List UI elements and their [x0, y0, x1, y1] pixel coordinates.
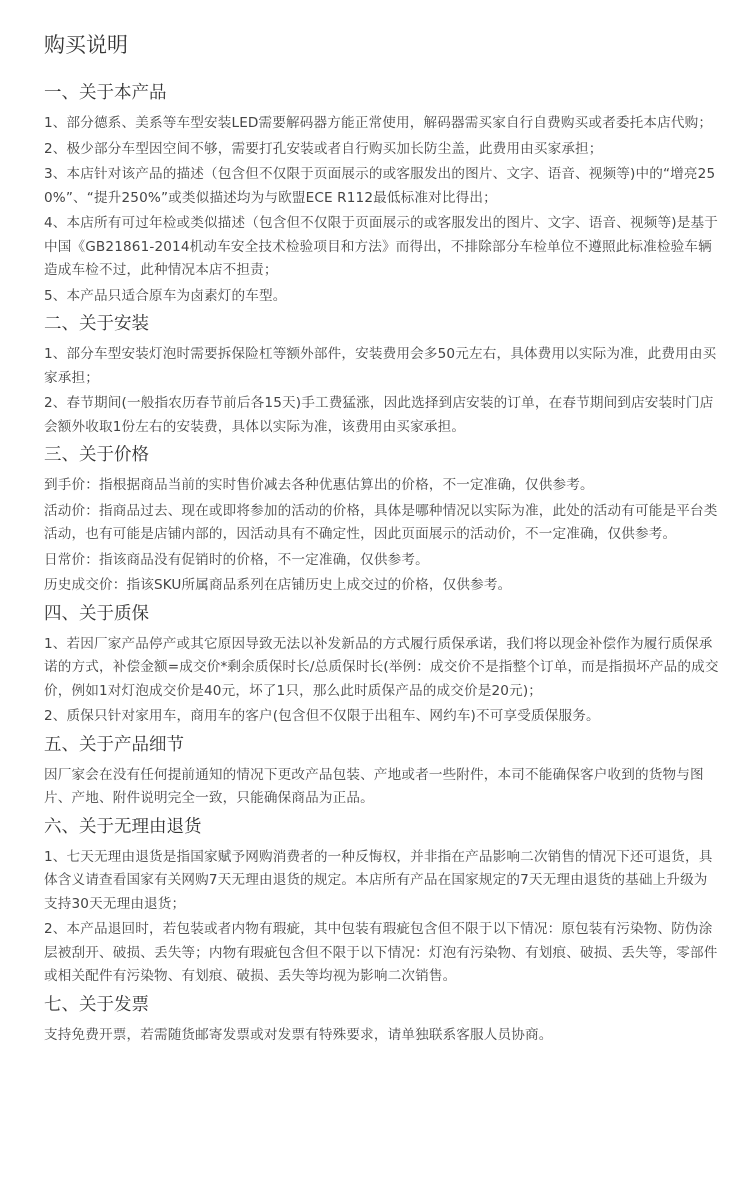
paragraph: 1、部分车型安装灯泡时需要拆保险杠等额外部件，安装费用会多50元左右，具体费用以实际为准，此费用由买家承担；: [44, 346, 717, 386]
paragraph: 活动价：指商品过去、现在或即将参加的活动的价格，具体是哪种情况以实际为准，此处的活动有可能是平台类活动，也有可能是店铺内部的，因活动具有不确定性，因此页面展示的活动价，不一定准确，仅供参考。: [44, 502, 718, 542]
paragraph: 历史成交价：指该SKU所属商品系列在店铺历史上成交过的价格，仅供参考。: [44, 577, 512, 593]
paragraph: 5、本产品只适合原车为卤素灯的车型。: [44, 287, 287, 304]
paragraph: 1、七天无理由退货是指国家赋予网购消费者的一种反悔权，并非指在产品影响二次销售的情况下还可退货，具体含义请查看国家有关网购7天无理由退货的规定。本店所有产品在国家规定的7天无理由退货的基础上升级为支持30天无理由退货；: [44, 848, 713, 912]
section-heading: 七、关于发票: [44, 994, 149, 1015]
paragraph: 2、质保只针对家用车，商用车的客户(包含但不仅限于出租车、网约车)不可享受质保服务。: [44, 708, 600, 724]
page-title: 购买说明: [44, 33, 128, 57]
paragraph: 1、若因厂家产品停产或其它原因导致无法以补发新品的方式履行质保承诺，我们将以现金补偿作为履行质保承诺的方式，补偿金额=成交价*剩余质保时长/总质保时长(举例：成交价不是指整个订单，而是指损坏产品的成交价，例如1对灯泡成交价是40元，坏了1只，那么此时质保产品的成交价是20元)；: [44, 635, 719, 699]
paragraph: 2、极少部分车型因空间不够，需要打孔安装或者自行购买加长防尘盖，此费用由买家承担；: [44, 140, 603, 157]
paragraph: 4、本店所有可过年检或类似描述（包含但不仅限于页面展示的或客服发出的图片、文字、语音、视频等)是基于中国《GB21861-2014机动车安全技术检验项目和方法》而得出，不排除部分车检单位不遵照此标准检验车辆造成车检不过，此种情况本店不担责；: [44, 215, 718, 278]
section-heading: 四、关于质保: [44, 603, 149, 624]
section-heading: 三、关于价格: [44, 445, 149, 465]
paragraph: 支持免费开票，若需随货邮寄发票或对发票有特殊要求，请单独联系客服人员协商。: [44, 1026, 553, 1043]
section-about-product-details: [44, 732, 720, 811]
section-about-installation: [44, 311, 720, 439]
paragraph: 日常价：指该商品没有促销时的价格，不一定准确，仅供参考。: [44, 551, 429, 568]
paragraph: 2、本产品退回时，若包装或者内物有瑕疵，其中包装有瑕疵包含但不限于以下情况：原包装有污染物、防伪涂层被刮开、破损、丢失等；内物有瑕疵包含但不限于以下情况：灯泡有污染物、有划痕、破损、丢失等，零部件或相关配件有污染物、有划痕、破损、丢失等均视为影响二次销售。: [44, 921, 718, 984]
section-heading: 二、关于安装: [44, 314, 149, 334]
section-about-warranty: [44, 601, 720, 729]
section-about-returns: [44, 814, 720, 989]
paragraph: 到手价：指根据商品当前的实时售价减去各种优惠估算出的价格，不一定准确，仅供参考。: [44, 477, 594, 493]
section-heading: 一、关于本产品: [44, 83, 167, 103]
paragraph: 2、春节期间(一般指农历春节前后各15天)手工费猛涨，因此选择到店安装的订单，在春节期间到店安装时门店会额外收取1份左右的安装费，具体以实际为准，该费用由买家承担。: [44, 395, 714, 435]
section-about-invoice: [44, 992, 720, 1048]
paragraph: 因厂家会在没有任何提前通知的情况下更改产品包装、产地或者一些附件，本司不能确保客户收到的货物与图片、产地、附件说明完全一致，只能确保商品为正品。: [44, 766, 704, 806]
section-about-product: [44, 80, 720, 308]
paragraph: 3、本店针对该产品的描述（包含但不仅限于页面展示的或客服发出的图片、文字、语音、视频等)中的“增亮250%”、“提升250%”或类似描述均为与欧盟ECE R112最低标准对比得出；: [44, 166, 716, 206]
section-about-price: [44, 442, 720, 598]
section-heading: 六、关于无理由退货: [44, 816, 202, 837]
paragraph: 1、部分德系、美系等车型安装LED需要解码器方能正常使用，解码器需买家自行自费购买或者委托本店代购；: [44, 115, 713, 131]
section-heading: 五、关于产品细节: [44, 734, 184, 755]
purchase-notes-page: [44, 30, 720, 1049]
